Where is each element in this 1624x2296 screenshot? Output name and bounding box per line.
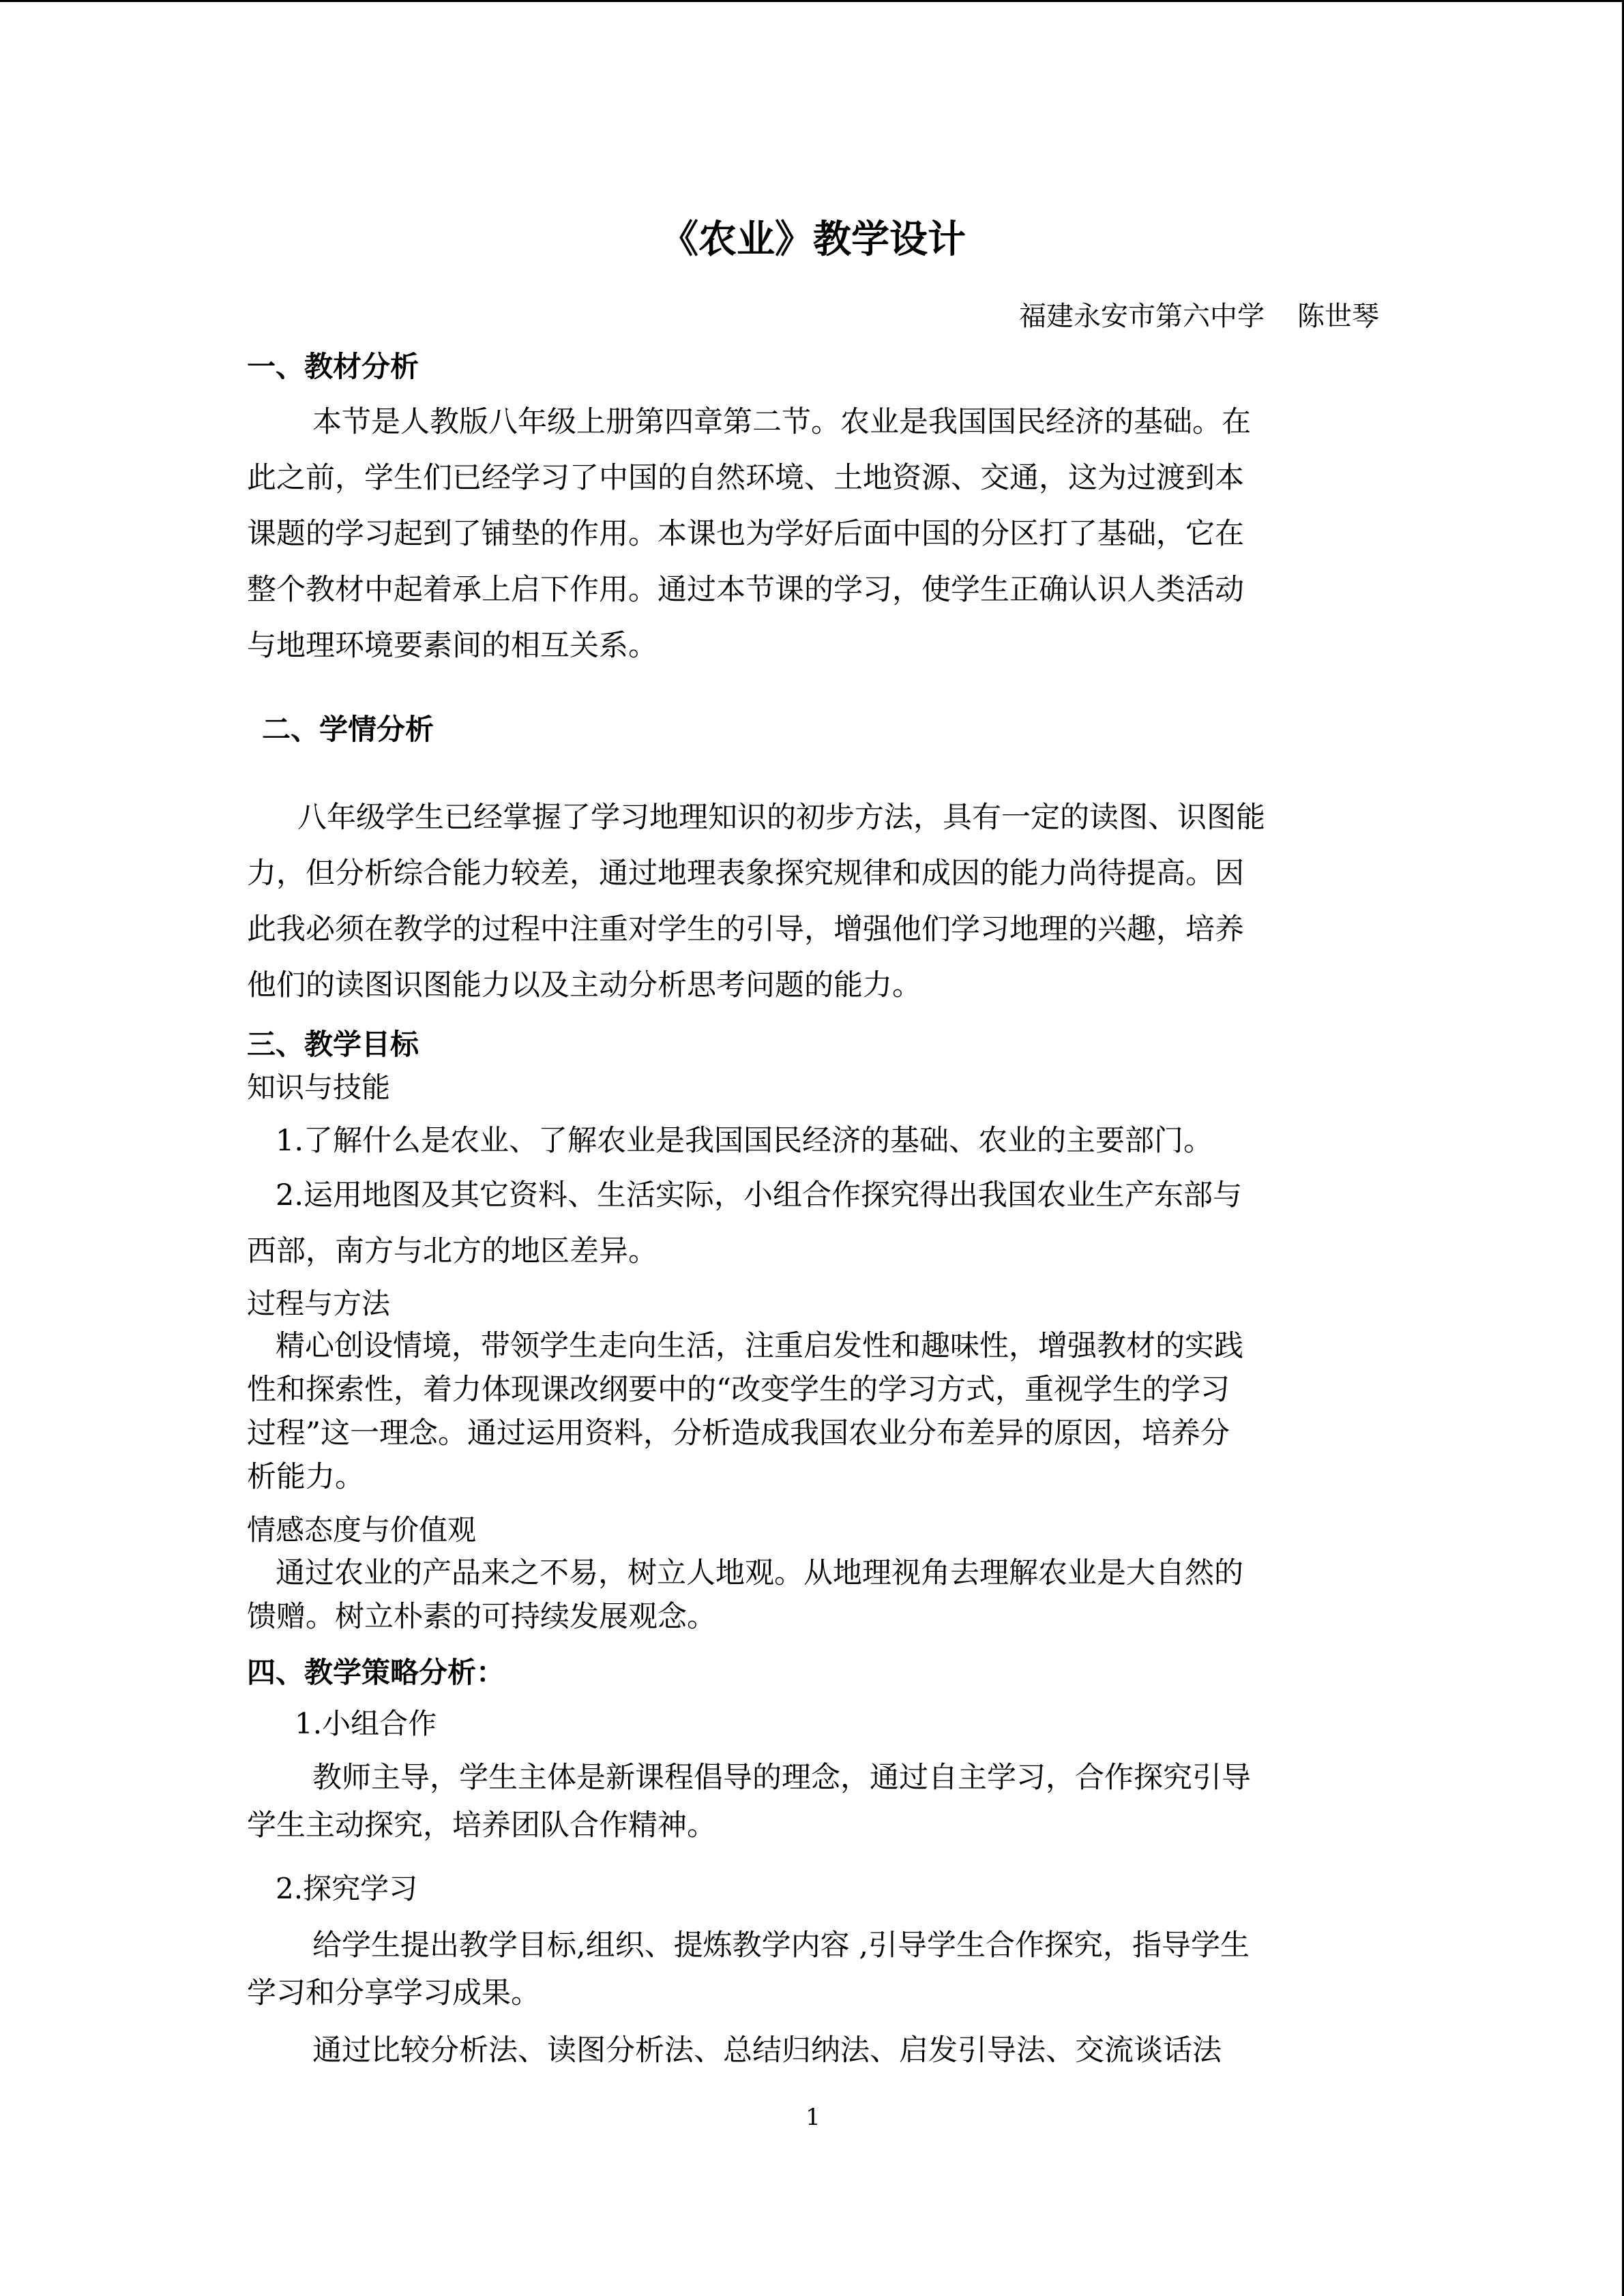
- paragraph-emotion-values: [247, 1551, 1379, 1639]
- subheading-knowledge-skills: 知识与技能: [247, 1071, 391, 1104]
- paragraph-line: 2.运用地图及其它资料、生活实际，小组合作探究得出我国农业生产东部与: [276, 1178, 1243, 1212]
- paragraph-line: 八年级学生已经掌握了学习地理知识的初步方法，具有一定的读图、识图能: [297, 801, 1265, 835]
- paragraph-line: 1.了解什么是农业、了解农业是我国国民经济的基础、农业的主要部门。: [276, 1124, 1213, 1158]
- section-heading-textbook-analysis: 一、教材分析: [247, 350, 419, 383]
- paragraph-strategy-inquiry: [247, 1922, 1379, 2017]
- paragraph-line: 学生主动探究，培养团队合作精神。: [247, 1808, 716, 1843]
- paragraph-line: 精心创设情境，带领学生走向生活，注重启发性和趣味性，增强教材的实践: [276, 1329, 1243, 1363]
- paragraph-line: 此我必须在教学的过程中注重对学生的引导，增强他们学习地理的兴趣，培养: [247, 912, 1244, 946]
- paragraph-process-methods: [247, 1324, 1379, 1499]
- paragraph-line: 他们的读图识图能力以及主动分析思考问题的能力。: [247, 968, 921, 1002]
- paragraph-line: 此之前，学生们已经学习了中国的自然环境、土地资源、交通，这为过渡到本: [247, 461, 1244, 495]
- author-name: 陈世琴: [1297, 301, 1379, 332]
- paragraph-line: 通过农业的产品来之不易，树立人地观。从地理视角去理解农业是大自然的: [276, 1556, 1243, 1590]
- paragraph-line: 本节是人教版八年级上册第四章第二节。农业是我国国民经济的基础。在: [312, 405, 1251, 439]
- paragraph-line: 析能力。: [247, 1460, 364, 1494]
- paragraph-line: 西部，南方与北方的地区差异。: [247, 1234, 658, 1268]
- strategy-item-1-label: 1.小组合作: [295, 1707, 437, 1740]
- paragraph-line: 过程”这一理念。通过运用资料，分析造成我国农业分布差异的原因，培养分: [247, 1416, 1230, 1450]
- page-number: 1: [806, 2104, 821, 2131]
- strategy-item-2-label: 2.探究学习: [276, 1872, 418, 1905]
- author-line: [1019, 296, 1379, 337]
- section-heading-student-analysis: 二、学情分析: [262, 713, 434, 746]
- author-school: 福建永安市第六中学: [1019, 301, 1265, 332]
- paragraph-line: 教师主导，学生主体是新课程倡导的理念，通过自主学习，合作探究引导: [312, 1761, 1251, 1795]
- paragraph-line: 给学生提出教学目标,组织、提炼教学内容 ,引导学生合作探究，指导学生: [312, 1928, 1250, 1963]
- paragraph-line: 通过比较分析法、读图分析法、总结归纳法、启发引导法、交流谈话法: [312, 2033, 1222, 2068]
- subheading-process-methods: 过程与方法: [247, 1287, 391, 1320]
- paragraph-strategy-group-work: [247, 1754, 1379, 1849]
- section-heading-teaching-strategy: 四、教学策略分析：: [247, 1656, 505, 1689]
- paragraph-line: 力，但分析综合能力较差，通过地理表象探究规律和成因的能力尚待提高。因: [247, 856, 1244, 891]
- objective-item-2: [247, 1167, 1379, 1279]
- paragraph-student-analysis: [247, 790, 1379, 1013]
- subheading-emotion-values: 情感态度与价值观: [247, 1513, 477, 1547]
- paragraph-strategy-methods: [247, 2027, 1379, 2074]
- paragraph-line: 性和探索性，着力体现课改纲要中的“改变学生的学习方式，重视学生的学习: [247, 1373, 1230, 1407]
- paragraph-textbook-analysis: [247, 394, 1379, 674]
- section-heading-teaching-objectives: 三、教学目标: [247, 1028, 419, 1061]
- paragraph-line: 整个教材中起着承上启下作用。通过本节课的学习，使学生正确认识人类活动: [247, 573, 1244, 607]
- paragraph-line: 与地理环境要素间的相互关系。: [247, 629, 658, 663]
- paragraph-line: 学习和分享学习成果。: [247, 1976, 540, 2010]
- paragraph-line: 馈赠。树立朴素的可持续发展观念。: [247, 1600, 716, 1634]
- objective-item-1: [247, 1113, 1379, 1169]
- paragraph-line: 课题的学习起到了铺垫的作用。本课也为学好后面中国的分区打了基础，它在: [247, 517, 1244, 551]
- document-title: 《农业》教学设计: [660, 218, 966, 262]
